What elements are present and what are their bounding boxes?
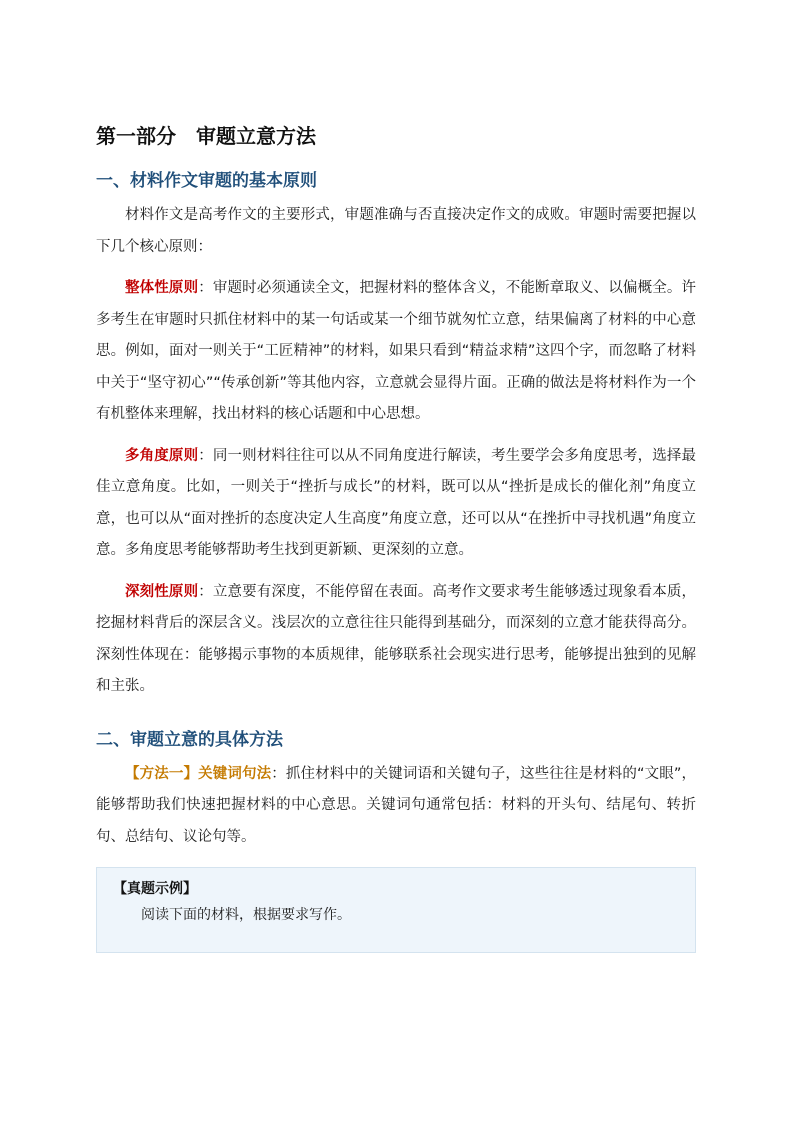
principle-label: 深刻性原则 [125,583,199,600]
example-box [96,867,696,953]
principle-label: 整体性原则 [125,280,199,296]
principle-text: ：同一则材料往往可以从不同角度进行解读，考生要学会多角度思考，选择最佳立意角度。比如，一则关于“挫折与成长”的材料，既可以从“挫折是成长的催化剂”角度立意，也可以从“面对挫折的态度决定人生高度”角度立意，还可以从“在挫折中寻找机遇”角度立意。多角度思考能够帮助考生找到更新颖、更深刻的立意。 [96,447,697,558]
example-text: 阅读下面的材料，根据要求写作。 [141,907,351,923]
part-title: 第一部分 审题立意方法 [96,124,316,148]
document-content [96,120,696,953]
principle-paragraph [96,273,696,431]
method-text: ：抓住材料中的关键词语和关键句子，这些往往是材料的“文眼”，能够帮助我们快速把握材料的中心意思。关键词句通常包括：材料的开头句、结尾句、转折句、总结句、议论句等。 [96,765,696,845]
principle-text: ：立意要有深度，不能停留在表面。高考作文要求考生能够透过现象看本质，挖掘材料背后的深层含义。浅层次的立意往往只能得到基础分，而深刻的立意才能获得高分。深刻性体现在：能够揭示事物的本质规律，能够联系社会现实进行思考，能够提出独到的见解和主张。 [96,583,697,694]
section-1-intro: 材料作文是高考作文的主要形式，审题准确与否直接决定作文的成败。审题时需要把握以下几个核心原则： [96,207,696,255]
principle-text: ：审题时必须通读全文，把握材料的整体含义，不能断章取义、以偏概全。许多考生在审题时只抓住材料中的某一句话或某一个细节就匆忙立意，结果偏离了材料的中心意思。例如，面对一则关于“工匠精神”的材料，如果只看到“精益求精”这四个字，而忽略了材料中关于“坚守初心”“传承创新”等其他内容，立意就会显得片面。正确的做法是将材料作为一个有机整体来理解，找出材料的核心话题和中心思想。 [96,280,697,422]
section-1-title: 一、材料作文审题的基本原则 [96,171,317,191]
principle-label: 多角度原则 [125,447,199,464]
principle-paragraph [96,441,696,567]
example-title: 【真题示例】 [113,881,197,897]
method-label: 【方法一】关键词句法 [125,765,272,782]
method-paragraph [96,759,696,854]
principle-paragraph [96,577,696,703]
section-2-title: 二、审题立意的具体方法 [96,729,283,750]
